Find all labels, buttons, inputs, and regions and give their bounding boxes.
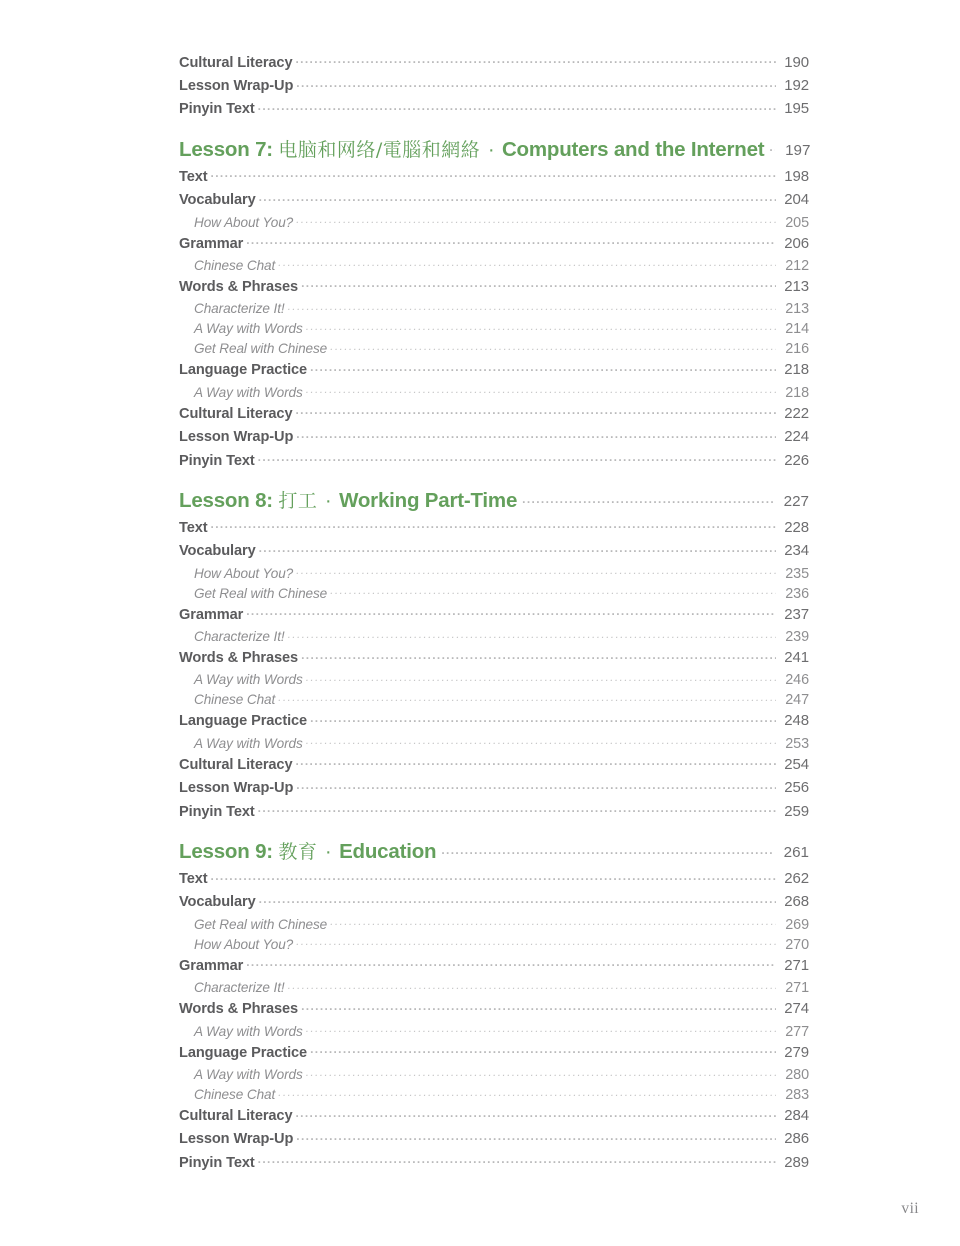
toc-page-number: 239 [785, 629, 809, 646]
toc-page-number: 289 [784, 1153, 809, 1171]
toc-page-number: 271 [784, 956, 809, 974]
lesson-title-english: Education [339, 840, 437, 864]
toc-page-number: 277 [785, 1023, 809, 1040]
toc-subentry[interactable] [179, 256, 809, 276]
dot-leader [330, 584, 776, 598]
dot-leader [296, 778, 776, 793]
toc-page-number: 205 [785, 214, 809, 231]
dot-leader [278, 1085, 776, 1099]
lesson-heading-title [179, 135, 764, 162]
toc-page-number: 279 [784, 1043, 809, 1061]
dot-leader [301, 276, 776, 291]
dot-leader [296, 213, 776, 227]
dot-leader [288, 627, 776, 641]
toc-entry-title: Vocabulary [179, 543, 256, 560]
toc-entry[interactable] [179, 427, 809, 450]
dot-leader [258, 450, 776, 465]
dot-leader [306, 383, 776, 397]
lesson-title-chinese: 电脑和网络/電腦和網絡 [278, 139, 481, 162]
toc-entry[interactable] [179, 1042, 809, 1065]
toc-page-number: 197 [785, 142, 811, 160]
toc-entry-title: Words & Phrases [179, 650, 299, 667]
dot-leader [296, 75, 776, 90]
toc-subentry[interactable] [179, 671, 809, 691]
toc-entry[interactable] [179, 233, 809, 256]
dot-leader [295, 754, 776, 769]
toc-page-number: 213 [784, 277, 809, 295]
toc-subentry[interactable] [179, 935, 809, 955]
toc-entry[interactable] [179, 1152, 809, 1175]
toc-page-number: 262 [784, 870, 809, 888]
toc-entry[interactable] [179, 868, 809, 891]
dot-leader [306, 1022, 776, 1036]
toc-entry-title: Lesson Wrap-Up [179, 780, 294, 797]
toc-subentry[interactable] [179, 300, 809, 320]
toc-subentry[interactable] [179, 979, 809, 999]
toc-page-number: 226 [784, 451, 809, 469]
toc-subentry[interactable] [179, 1022, 809, 1042]
toc-entry-title: Vocabulary [179, 894, 256, 911]
dot-leader [278, 691, 776, 705]
toc-entry[interactable] [179, 754, 809, 777]
dot-leader [301, 647, 776, 662]
dot-leader [295, 1105, 776, 1120]
toc-lesson-heading[interactable] [179, 486, 809, 517]
toc-subentry[interactable] [179, 383, 809, 403]
dot-leader [301, 999, 776, 1014]
lesson-title-separator: · [324, 840, 332, 864]
toc-entry[interactable] [179, 999, 809, 1022]
dot-leader [211, 868, 776, 883]
toc-entry-title: Lesson Wrap-Up [179, 429, 294, 446]
toc-page-number: 248 [784, 712, 809, 730]
dot-leader [295, 52, 776, 67]
toc-page-number: 222 [784, 404, 809, 422]
toc-entry[interactable] [179, 892, 809, 915]
lesson-title-chinese: 打工 [278, 490, 318, 513]
toc-entry-title: Language Practice [179, 362, 308, 379]
toc-subentry[interactable] [179, 340, 809, 360]
toc-entry[interactable] [179, 276, 809, 299]
dot-leader [769, 136, 775, 157]
toc-page-number: 212 [785, 257, 809, 274]
toc-subentry-title: A Way with Words [194, 672, 303, 688]
toc-page-number: 274 [784, 1000, 809, 1018]
toc-page-number: 234 [784, 542, 809, 560]
toc-subentry[interactable] [179, 320, 809, 340]
toc-entry-title: Text [179, 519, 208, 536]
toc-subentry[interactable] [179, 1085, 809, 1105]
toc-entry-title: Cultural Literacy [179, 756, 293, 773]
toc-entry[interactable] [179, 1129, 809, 1152]
toc-subentry[interactable] [179, 915, 809, 935]
toc-page-number: 283 [785, 1086, 809, 1103]
toc-page-number: 214 [785, 321, 809, 338]
lesson-title-chinese: 教育 [278, 841, 318, 864]
toc-page-number: 268 [784, 893, 809, 911]
toc-page-number: 198 [784, 167, 809, 185]
toc-page-number: 190 [784, 53, 809, 71]
toc-page-number: 216 [785, 341, 809, 358]
dot-leader [296, 427, 776, 442]
dot-leader [295, 403, 776, 418]
toc-entry[interactable] [179, 166, 809, 189]
toc-page-number: 228 [784, 518, 809, 536]
toc-page-number: 213 [785, 301, 809, 318]
lesson-title-separator: · [487, 138, 495, 162]
toc-entry-title: Lesson Wrap-Up [179, 77, 294, 94]
dot-leader [310, 1042, 776, 1057]
toc-page-number: 218 [785, 384, 809, 401]
toc-subentry-title: Get Real with Chinese [194, 341, 328, 357]
toc-entry-title: Pinyin Text [179, 101, 255, 118]
toc-entry[interactable] [179, 99, 809, 122]
toc-entry-list [179, 52, 809, 1176]
toc-page-number: 218 [784, 361, 809, 379]
toc-entry[interactable] [179, 778, 809, 801]
toc-page-number: 271 [785, 980, 809, 997]
toc-page-number: 195 [784, 100, 809, 118]
toc-subentry-title: Chinese Chat [194, 692, 276, 708]
toc-page-number: 235 [785, 565, 809, 582]
toc-page-number: 247 [785, 692, 809, 709]
toc-entry-title: Grammar [179, 957, 244, 974]
toc-subentry[interactable] [179, 734, 809, 754]
dot-leader [306, 734, 776, 748]
toc-page-number: 284 [784, 1106, 809, 1124]
dot-leader [296, 935, 776, 949]
toc-entry-title: Grammar [179, 235, 244, 252]
toc-entry-title: Language Practice [179, 1044, 308, 1061]
toc-subentry-title: How About You? [194, 936, 294, 952]
dot-leader [259, 190, 776, 205]
toc-lesson-heading[interactable] [179, 135, 809, 166]
toc-entry[interactable] [179, 647, 809, 670]
toc-entry[interactable] [179, 450, 809, 473]
toc-entry[interactable] [179, 604, 809, 627]
toc-page-number: 237 [784, 605, 809, 623]
toc-entry-title: Vocabulary [179, 192, 256, 209]
toc-subentry-title: Get Real with Chinese [194, 585, 328, 601]
toc-entry-title: Pinyin Text [179, 1154, 255, 1171]
toc-subentry-title: How About You? [194, 214, 294, 230]
toc-subentry-title: Get Real with Chinese [194, 916, 328, 932]
dot-leader [288, 300, 776, 314]
toc-page-number: 224 [784, 428, 809, 446]
toc-entry-title: Words & Phrases [179, 278, 299, 295]
toc-entry-title: Grammar [179, 606, 244, 623]
dot-leader [306, 1065, 776, 1079]
toc-subentry-title: A Way with Words [194, 1066, 303, 1082]
dot-leader [258, 99, 776, 114]
toc-subentry-title: A Way with Words [194, 1023, 303, 1039]
toc-subentry[interactable] [179, 1065, 809, 1085]
toc-subentry[interactable] [179, 564, 809, 584]
lesson-number-label: Lesson 9: [179, 840, 273, 864]
dot-leader [522, 487, 774, 508]
toc-subentry[interactable] [179, 691, 809, 711]
toc-subentry[interactable] [179, 213, 809, 233]
toc-subentry-title: Chinese Chat [194, 257, 276, 273]
page-folio: vii [901, 1200, 919, 1217]
toc-entry[interactable] [179, 75, 809, 98]
lesson-number-label: Lesson 8: [179, 489, 273, 513]
toc-entry[interactable] [179, 52, 809, 75]
toc-entry-title: Cultural Literacy [179, 1107, 293, 1124]
dot-leader [296, 1129, 776, 1144]
toc-entry-title: Lesson Wrap-Up [179, 1131, 294, 1148]
toc-page-number: 256 [784, 779, 809, 797]
toc-entry[interactable] [179, 711, 809, 734]
toc-subentry[interactable] [179, 627, 809, 647]
toc-entry-title: Language Practice [179, 713, 308, 730]
toc-page-number: 280 [785, 1066, 809, 1083]
dot-leader [258, 1152, 776, 1167]
dot-leader [330, 915, 776, 929]
toc-subentry-title: A Way with Words [194, 321, 303, 337]
dot-leader [310, 711, 776, 726]
toc-lesson-heading[interactable] [179, 837, 809, 868]
toc-page-number: 241 [784, 649, 809, 667]
toc-entry[interactable] [179, 360, 809, 383]
toc-page-number: 192 [784, 76, 809, 94]
dot-leader [259, 541, 776, 556]
dot-leader [306, 320, 776, 334]
toc-subentry-title: Characterize It! [194, 980, 285, 996]
toc-entry[interactable] [179, 517, 809, 540]
toc-page-number: 236 [785, 585, 809, 602]
dot-leader [211, 166, 776, 181]
toc-entry-title: Text [179, 871, 208, 888]
toc-entry-title: Pinyin Text [179, 452, 255, 469]
dot-leader [296, 564, 776, 578]
toc-page-number: 270 [785, 936, 809, 953]
toc-subentry-title: How About You? [194, 565, 294, 581]
toc-subentry-title: A Way with Words [194, 384, 303, 400]
toc-page-number: 204 [784, 191, 809, 209]
toc-entry[interactable] [179, 190, 809, 213]
toc-entry-title: Pinyin Text [179, 803, 255, 820]
dot-leader [288, 979, 776, 993]
dot-leader [306, 671, 776, 685]
dot-leader [246, 955, 776, 970]
dot-leader [278, 256, 776, 270]
toc-subentry-title: A Way with Words [194, 735, 303, 751]
lesson-heading-title [179, 837, 436, 864]
lesson-heading-title [179, 486, 517, 513]
dot-leader [259, 892, 776, 907]
toc-entry-title: Cultural Literacy [179, 405, 293, 422]
toc-subentry-title: Chinese Chat [194, 1086, 276, 1102]
toc-entry[interactable] [179, 541, 809, 564]
lesson-title-separator: · [324, 489, 332, 513]
dot-leader [246, 604, 776, 619]
toc-page-number: 227 [783, 493, 809, 511]
toc-entry-title: Cultural Literacy [179, 54, 293, 71]
toc-page-number: 253 [785, 735, 809, 752]
toc-page-number: 286 [784, 1130, 809, 1148]
toc-subentry-title: Characterize It! [194, 301, 285, 317]
dot-leader [211, 517, 776, 532]
toc-entry[interactable] [179, 403, 809, 426]
toc-page-number: 254 [784, 755, 809, 773]
toc-page-number: 261 [783, 844, 809, 862]
toc-page-number: 269 [785, 916, 809, 933]
dot-leader [246, 233, 776, 248]
toc-entry[interactable] [179, 1105, 809, 1128]
lesson-number-label: Lesson 7: [179, 138, 273, 162]
toc-subentry-title: Characterize It! [194, 629, 285, 645]
toc-entry-title: Words & Phrases [179, 1001, 299, 1018]
toc-subentry[interactable] [179, 584, 809, 604]
lesson-title-english: Working Part-Time [339, 489, 518, 513]
lesson-title-english: Computers and the Internet [501, 138, 765, 162]
toc-entry-title: Text [179, 168, 208, 185]
toc-page-number: 206 [784, 234, 809, 252]
dot-leader [258, 801, 776, 816]
dot-leader [310, 360, 776, 375]
dot-leader [441, 838, 774, 859]
toc-page-number: 259 [784, 802, 809, 820]
toc-entry[interactable] [179, 955, 809, 978]
toc-entry[interactable] [179, 801, 809, 824]
dot-leader [330, 340, 776, 354]
toc-page-number: 246 [785, 672, 809, 689]
